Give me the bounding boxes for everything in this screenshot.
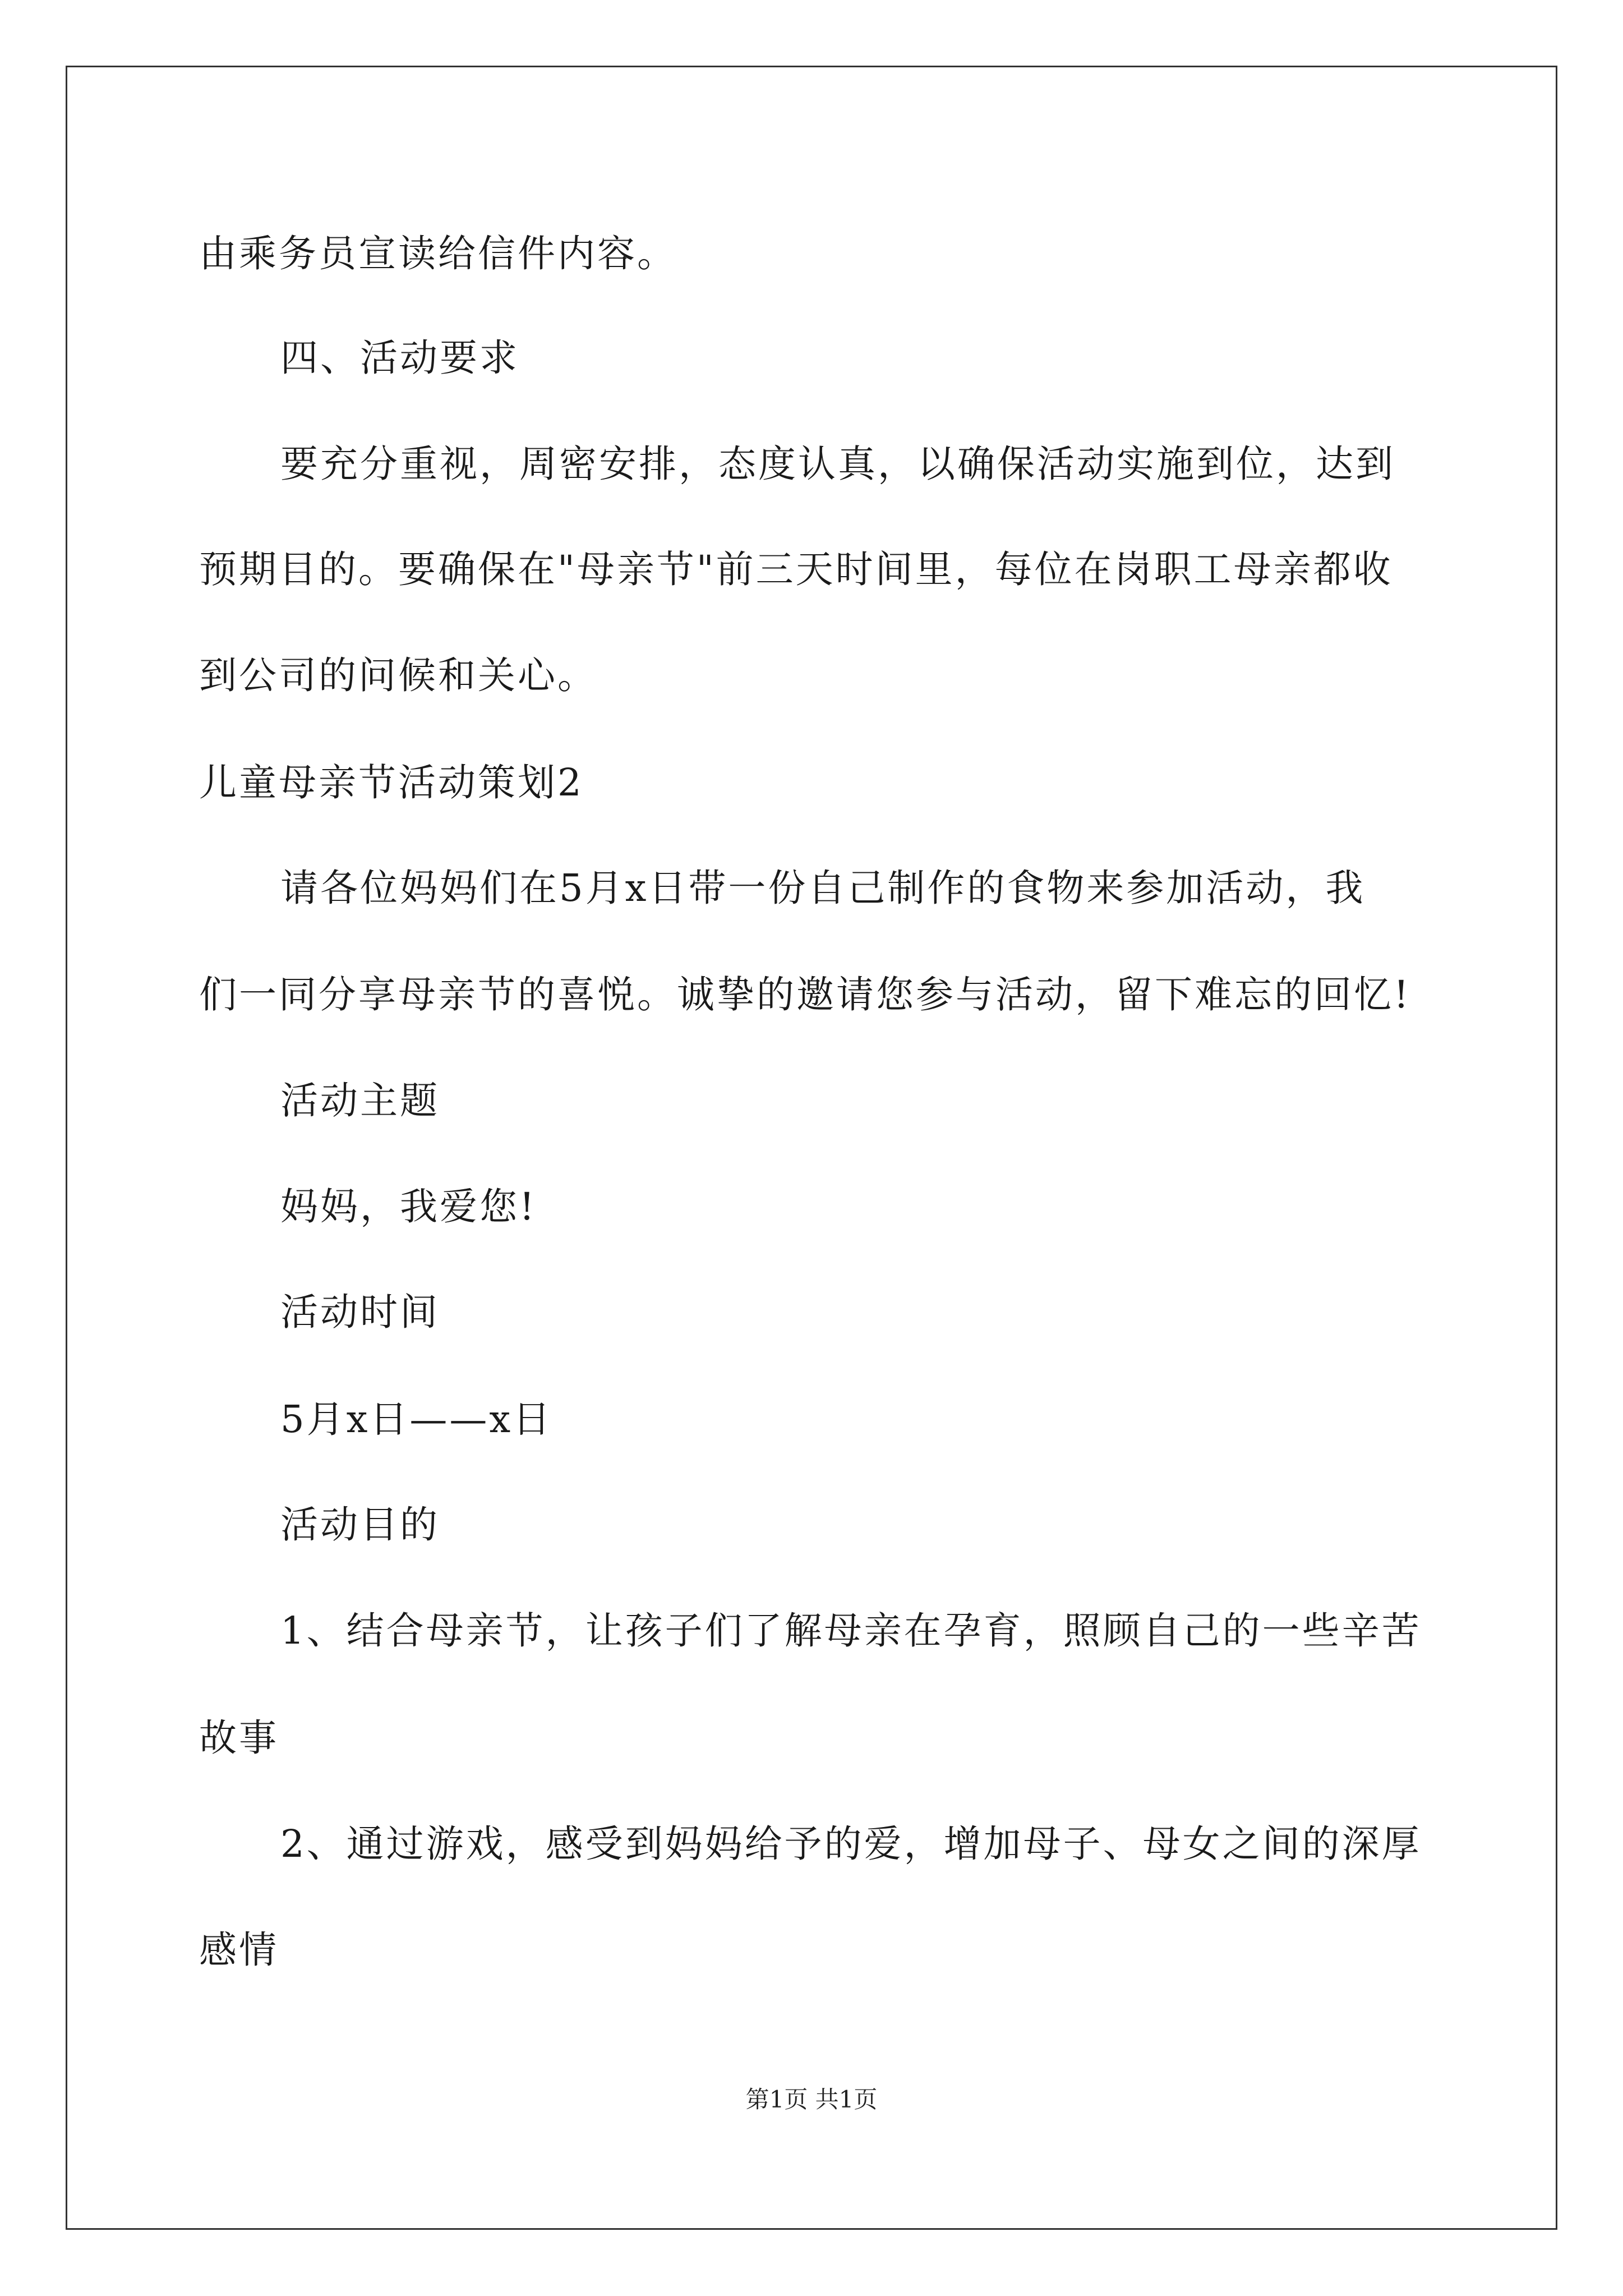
text-line: 预期目的。要确保在"母亲节"前三天时间里，每位在岗职工母亲都收	[199, 547, 1393, 591]
text-line: 们一同分享母亲节的喜悦。诚挚的邀请您参与活动，留下难忘的回忆!	[199, 973, 1411, 1016]
text-line: 1、结合母亲节，让孩子们了解母亲在孕育，照顾自己的一些辛苦	[280, 1609, 1422, 1653]
page-footer: 第1页 共1页	[745, 2086, 878, 2113]
text-line: 2、通过游戏，感受到妈妈给予的爱，增加母子、母女之间的深厚	[280, 1822, 1422, 1866]
article-title: 儿童母亲节活动策划2	[199, 761, 584, 804]
text-line: 由乘务员宣读给信件内容。	[199, 232, 677, 275]
page-frame	[66, 66, 1557, 2230]
text-line: 故事	[199, 1716, 279, 1760]
section-heading-time: 活动时间	[280, 1290, 440, 1334]
section-heading-requirements: 四、活动要求	[280, 336, 519, 380]
section-heading-purpose: 活动目的	[280, 1503, 440, 1547]
text-line: 要充分重视，周密安排，态度认真，以确保活动实施到位，达到	[280, 442, 1395, 486]
text-line: 到公司的问候和关心。	[199, 654, 597, 697]
text-line: 感情	[199, 1928, 279, 1972]
section-heading-theme: 活动主题	[280, 1079, 440, 1122]
text-line: 妈妈，我爱您!	[280, 1185, 537, 1228]
text-line: 5月x日——x日	[280, 1397, 553, 1441]
text-line: 请各位妈妈们在5月x日带一份自己制作的食物来参加活动，我	[280, 866, 1366, 910]
